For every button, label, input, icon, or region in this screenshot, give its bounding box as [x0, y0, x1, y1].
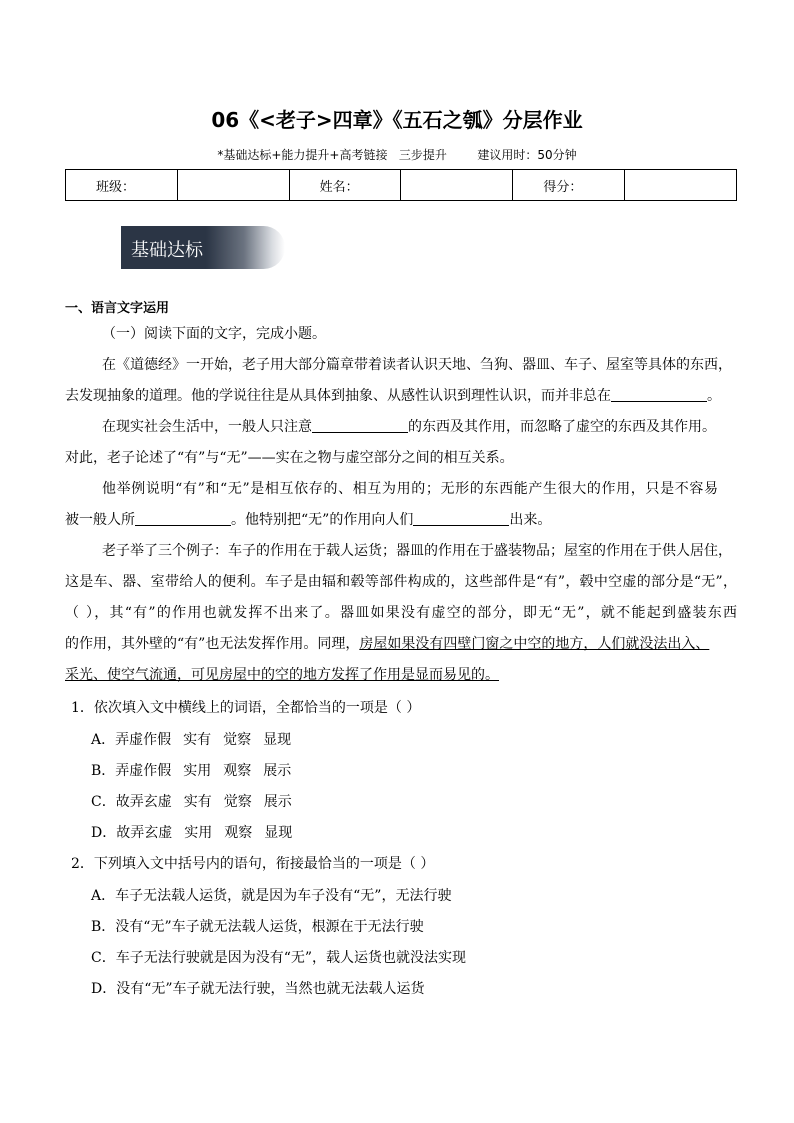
option-word: 显现 [263, 732, 292, 748]
question-1-option-c[interactable] [91, 791, 304, 811]
passage-p4-line2: 这是车、器、室带给人的便利。车子是由辐和毂等部件构成的，这些部件是“有”，毂中空虚的部分是“无”， [65, 574, 737, 590]
option-word: 显现 [264, 825, 293, 841]
passage-p2-line1 [102, 416, 774, 436]
option-word: 展示 [263, 794, 292, 810]
option-word: 觉察 [223, 794, 252, 810]
passage-p1-text: 去发现抽象的道理。他的学说往往是从具体到抽象、从感性认识到理性认识，而并非总在 [65, 388, 611, 404]
option-word: 展示 [263, 763, 292, 779]
question-1-stem: 1．依次填入文中横线上的词语，全都恰当的一项是（ ） [71, 700, 421, 716]
passage-p1-line1: 在《道德经》一开始，老子用大部分篇章带着读者认识天地、刍狗、器皿、车子、屋室等具体的东西， [102, 357, 732, 373]
option-word: 弄虚作假 [115, 763, 172, 779]
option-word: 故弄玄虚 [116, 825, 173, 841]
option-letter: C． [91, 950, 116, 966]
question-2-stem: 2．下列填入文中括号内的语句，衔接最恰当的一项是（ ） [71, 856, 435, 872]
question-2-option-d[interactable] [91, 978, 425, 998]
answer-blank-1[interactable] [611, 387, 707, 402]
answer-blank-3[interactable] [135, 511, 231, 526]
option-letter: B． [91, 763, 116, 779]
option-letter: D． [91, 825, 117, 841]
option-letter: A． [91, 888, 116, 904]
question-2-option-a[interactable] [91, 885, 451, 905]
option-word: 弄虚作假 [115, 732, 172, 748]
class-field[interactable] [177, 170, 289, 201]
passage-p3-post: 出来。 [509, 512, 552, 528]
option-word: 实用 [183, 763, 212, 779]
question-2-option-c[interactable] [91, 947, 466, 967]
option-word: 实用 [184, 825, 213, 841]
question-1-option-d[interactable] [91, 822, 304, 842]
passage-p3-mid: 。他特别把“无”的作用向人们 [231, 512, 414, 528]
section-banner [121, 226, 285, 269]
student-info-table [65, 169, 737, 201]
option-letter: C． [91, 794, 116, 810]
option-word: 观察 [224, 825, 253, 841]
passage-p2-post: 的东西及其作用，而忽略了虚空的东西及其作用。 [408, 419, 716, 435]
answer-blank-2[interactable] [312, 418, 408, 433]
option-letter: A． [91, 732, 116, 748]
passage-p3-line1: 他举例说明“有”和“无”是相互依存的、相互为用的；无形的东西能产生很大的作用，只是不容易 [102, 481, 718, 497]
option-word: 觉察 [223, 732, 252, 748]
page-subtitle: *基础达标+能力提升+高考链接 三步提升 建议用时：50分钟 [217, 148, 577, 162]
option-text: 车子无法载人运货，就是因为车子没有“无”，无法行驶 [115, 888, 452, 904]
option-word: 观察 [223, 763, 252, 779]
passage-p3-line2 [65, 509, 737, 529]
section-banner-label: 基础达标 [131, 240, 203, 261]
passage-p2-line2: 对此，老子论述了“有”与“无”——实在之物与虚空部分之间的相互关系。 [65, 450, 514, 466]
passage-p4-line5 [65, 664, 737, 684]
option-word: 故弄玄虚 [115, 794, 172, 810]
passage-p1-line2 [65, 385, 737, 405]
passage-p1-end: 。 [707, 388, 721, 404]
passage-p4-pre: 的作用，其外壁的“有”也无法发挥作用。同理， [65, 636, 360, 652]
question-1-option-a[interactable] [91, 729, 303, 749]
passage-p4-line3: （ ），其“有”的作用也就发挥不出来了。器皿如果没有虚空的部分，即无“无”，就不能起到盛装东西 [65, 605, 737, 621]
answer-blank-4[interactable] [413, 511, 509, 526]
underlined-sentence-part2: 采光、使空气流通，可见房屋中的空的地方发挥了作用是显而易见的。 [65, 667, 499, 683]
passage-p3-pre: 被一般人所 [65, 512, 135, 528]
score-label: 得分： [513, 170, 625, 201]
option-letter: B． [91, 919, 116, 935]
passage-p4-line1: 老子举了三个例子：车子的作用在于载人运货；器皿的作用在于盛装物品；屋室的作用在于供人居住， [102, 543, 732, 559]
question-2-option-b[interactable] [91, 916, 424, 936]
underlined-sentence-part1: 房屋如果没有四壁门窗之中空的地方，人们就没法出入、 [359, 636, 710, 652]
name-field[interactable] [401, 170, 513, 201]
page-title: 06《<老子>四章》《五石之瓠》分层作业 [211, 108, 583, 132]
name-label: 姓名： [289, 170, 401, 201]
option-text: 没有“无”车子就无法行驶，当然也就无法载人运货 [116, 981, 425, 997]
option-text: 车子无法行驶就是因为没有“无”，载人运货也就没法实现 [115, 950, 467, 966]
passage-intro: （一）阅读下面的文字，完成小题。 [102, 326, 326, 342]
question-1-option-b[interactable] [91, 760, 303, 780]
score-field[interactable] [625, 170, 737, 201]
option-word: 实有 [183, 794, 212, 810]
class-label: 班级： [66, 170, 178, 201]
option-text: 没有“无”车子就无法载人运货，根源在于无法行驶 [115, 919, 424, 935]
passage-p4-line4 [65, 633, 737, 653]
option-letter: D． [91, 981, 117, 997]
option-word: 实有 [183, 732, 212, 748]
passage-p2-pre: 在现实社会生活中，一般人只注意 [102, 419, 312, 435]
section-heading: 一、语言文字运用 [65, 301, 170, 316]
